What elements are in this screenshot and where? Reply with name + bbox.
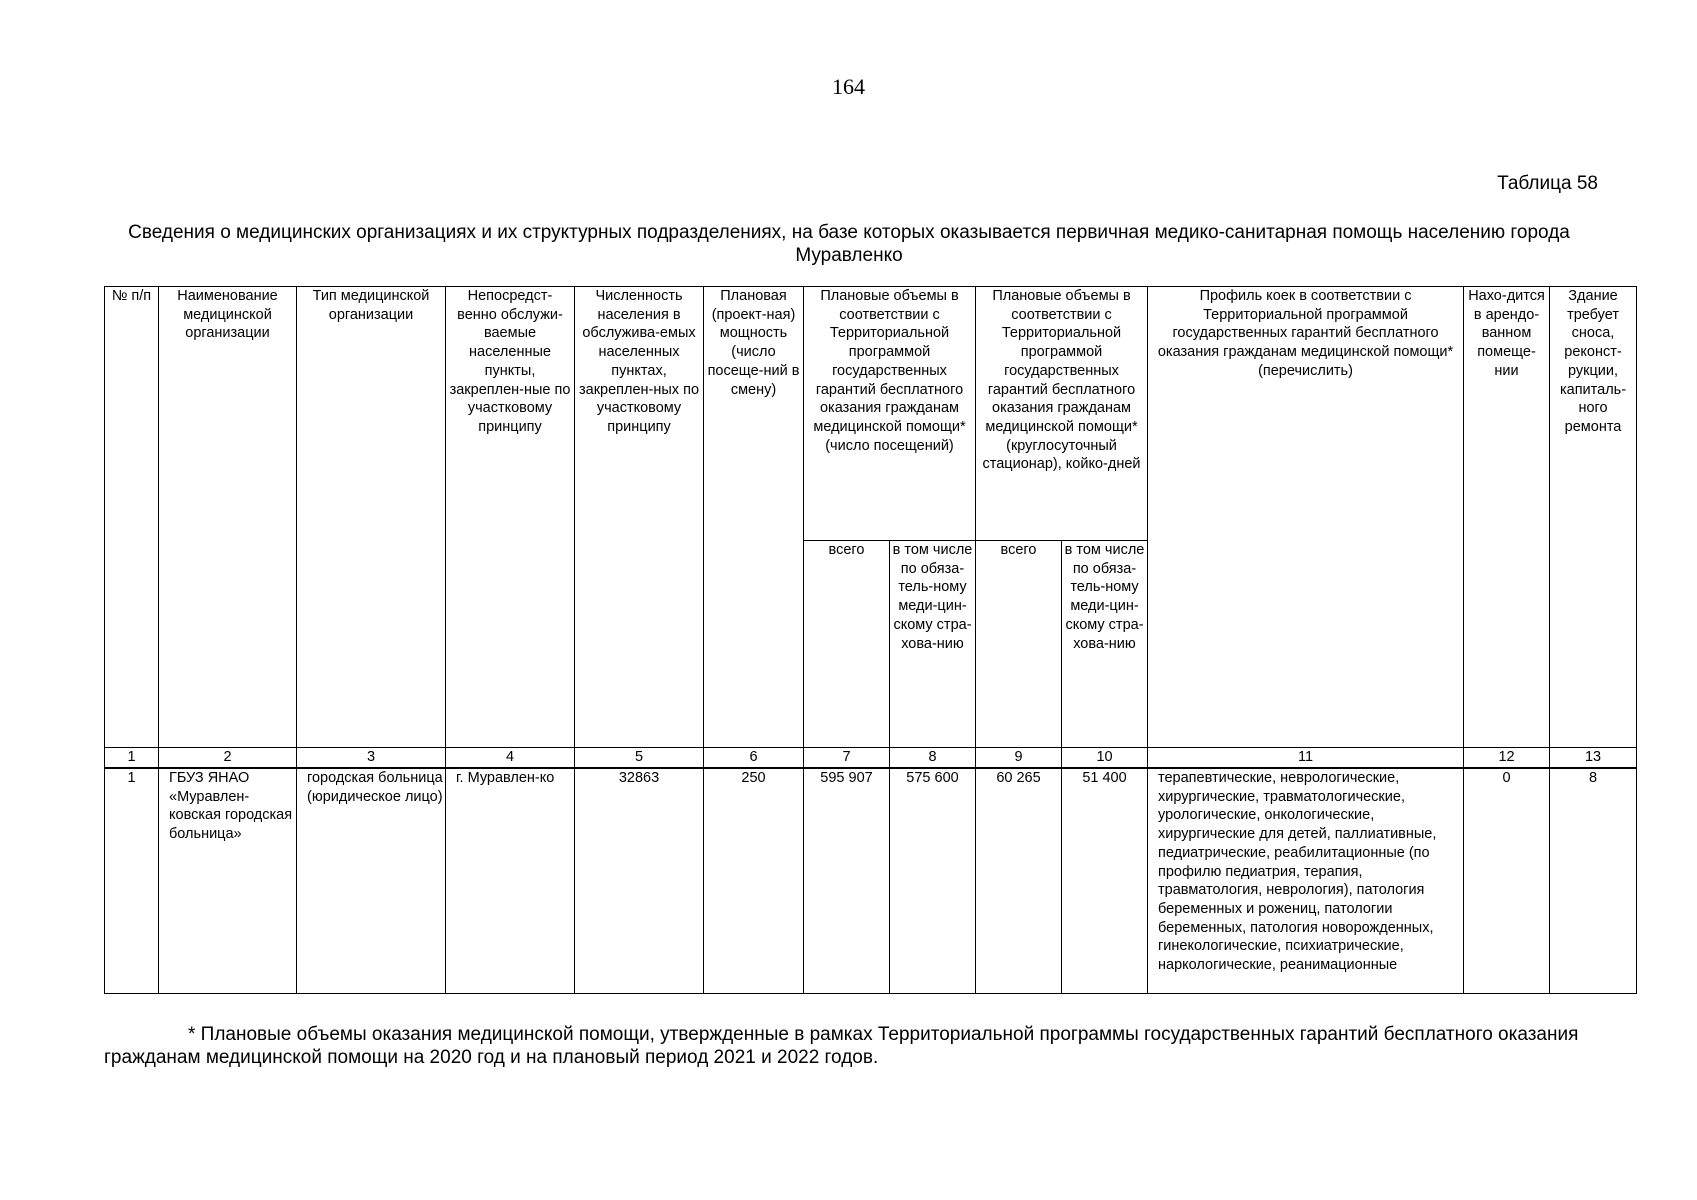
header-population: Численность населения в обслужива-емых населенных пунктах, закреплен-ных по участковому принципу [575,287,704,748]
column-number: 10 [1062,748,1148,769]
column-number: 5 [575,748,704,769]
column-number: 3 [297,748,446,769]
column-number: 11 [1148,748,1464,769]
column-number: 9 [976,748,1062,769]
row-visits-total: 595 907 [804,768,890,994]
header-org-name: Наименование медицинской организации [159,287,297,748]
header-capacity: Плановая (проект-ная) мощность (число посеще-ний в смену) [704,287,804,748]
subheader-visits-total: всего [804,541,890,748]
table-label: Таблица 58 [1497,173,1598,194]
row-org-name: ГБУЗ ЯНАО «Муравлен-ковская городская больница» [159,768,297,994]
row-settlements: г. Муравлен-ко [446,768,575,994]
header-org-type: Тип медицинской организации [297,287,446,748]
row-visits-oms: 575 600 [890,768,976,994]
row-num: 1 [105,768,159,994]
column-number: 7 [804,748,890,769]
footnote: * Плановые объемы оказания медицинской помощи, утвержденные в рамках Территориальной программы государственных гарантий бесплатного оказания гражданам медицинской помощи на 2020 год и на плановый период 2021 и 2022 годов. [104,1024,1579,1068]
subheader-beddays-oms: в том числе по обяза-тель-ному меди-цин-скому стра-хова-нию [1062,541,1148,748]
row-repair: 8 [1550,768,1637,994]
column-number-row [105,748,1637,769]
header-num: № п/п [105,287,159,748]
column-number: 8 [890,748,976,769]
row-beddays-oms: 51 400 [1062,768,1148,994]
row-capacity: 250 [704,768,804,994]
header-repair: Здание требует сноса, реконст-рукции, капиталь-ного ремонта [1550,287,1637,748]
row-bed-profiles: терапевтические, неврологические, хирургические, травматологические, урологические, онкологические, хирургические для детей, паллиативные, педиатрические, реабилитационные (по профилю педиатрия, терапия, травматология, неврология), патология беременных и рожениц, патологии беременных, патология новорожденных, гинекологические, психиатрические, наркологические, реанимационные [1148,768,1464,994]
column-number: 1 [105,748,159,769]
header-rented: Нахо-дится в арендо-ванном помеще-нии [1464,287,1550,748]
subheader-visits-oms: в том числе по обяза-тель-ному меди-цин-скому стра-хова-нию [890,541,976,748]
subheader-beddays-total: всего [976,541,1062,748]
row-rented: 0 [1464,768,1550,994]
page-number: 164 [832,74,865,99]
column-number: 12 [1464,748,1550,769]
column-number: 6 [704,748,804,769]
header-planned-visits: Плановые объемы в соответствии с Территориальной программой государственных гарантий бесплатного оказания гражданам медицинской помощи* (число посещений) [804,287,976,541]
column-number: 2 [159,748,297,769]
header-settlements: Непосредст-венно обслужи-ваемые населенные пункты, закреплен-ные по участковому принципу [446,287,575,748]
table-row [105,768,1637,994]
header-row [105,287,1637,541]
organizations-table [104,286,1637,994]
column-number: 4 [446,748,575,769]
row-population: 32863 [575,768,704,994]
header-bed-profiles: Профиль коек в соответствии с Территориальной программой государственных гарантий бесплатного оказания гражданам медицинской помощи* (перечислить) [1148,287,1464,748]
row-beddays-total: 60 265 [976,768,1062,994]
row-org-type: городская больница (юридическое лицо) [297,768,446,994]
column-number: 13 [1550,748,1637,769]
document-title: Сведения о медицинских организациях и их структурных подразделениях, на базе которых оказывается первичная медико-санитарная помощь населению города Муравленко [128,222,1570,266]
header-planned-beddays: Плановые объемы в соответствии с Территориальной программой государственных гарантий бесплатного оказания гражданам медицинской помощи* (круглосуточный стационар), койко-дней [976,287,1148,541]
